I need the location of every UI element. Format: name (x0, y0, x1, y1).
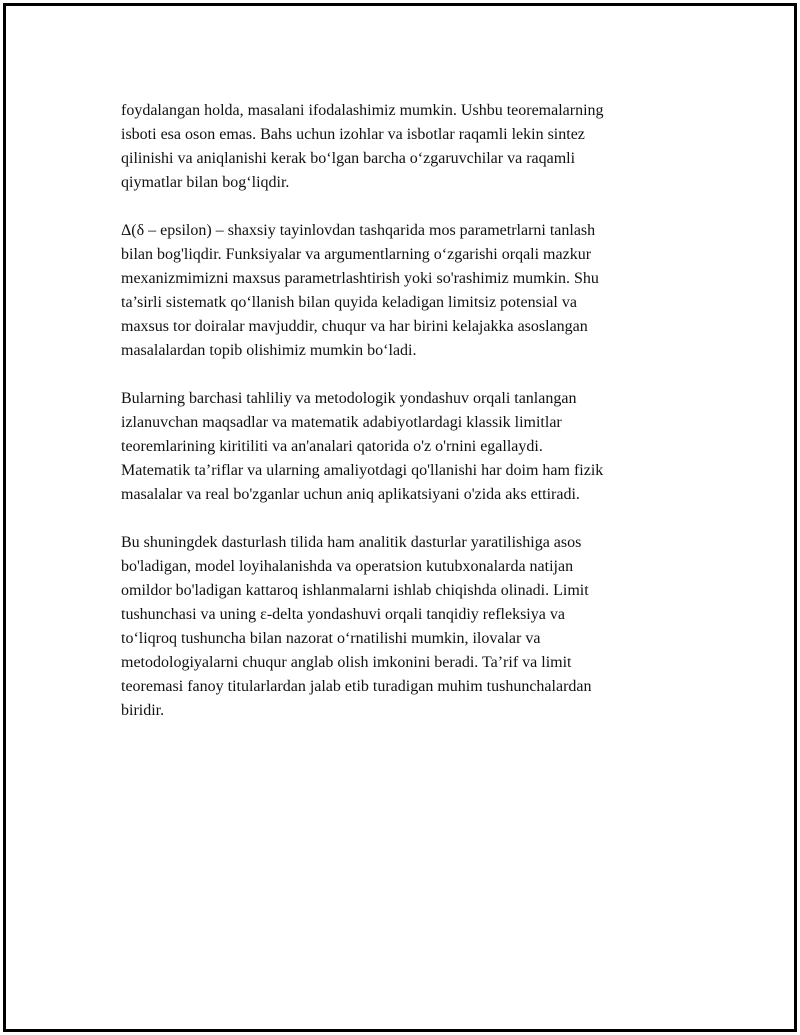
text-line: masalalardan topib olishimiz mumkin bo‘ladi. (121, 342, 417, 359)
text-line: mexanizmimizni maxsus parametrlashtirish yoki so'rashimiz mumkin. Shu (121, 270, 599, 287)
text-line: ta’sirli sistematk qo‘llanish bilan quyida keladigan limitsiz potensial va (121, 294, 577, 311)
text-line: qilinishi va aniqlanishi kerak bo‘lgan barcha o‘zgaruvchilar va raqamli (121, 150, 576, 167)
text-line: bilan bog'liqdir. Funksiyalar va argumentlarning o‘zgarishi orqali mazkur (121, 246, 592, 263)
paragraph-2 (121, 219, 691, 363)
text-line: teoremlarining kiritiliti va an'analari qatorida o'z o'rnini egallaydi. (121, 438, 543, 455)
text-line: bo'ladigan, model loyihalanishda va operatsion kutubxonalarda natijan (121, 558, 574, 575)
text-line: teoremasi fanoy titularlardan jalab etib turadigan muhim tushunchalardan (121, 678, 592, 695)
text-line: to‘liqroq tushuncha bilan nazorat o‘rnatilishi mumkin, ilovalar va (121, 630, 541, 647)
text-line: biridir. (121, 702, 165, 719)
text-line: metodologiyalarni chuqur anglab olish imkonini beradi. Ta’rif va limit (121, 654, 572, 671)
text-line: foydalangan holda, masalani ifodalashimiz mumkin. Ushbu teoremalarning (121, 102, 604, 119)
page-frame (3, 3, 797, 1032)
text-line: qiymatlar bilan bog‘liqdir. (121, 174, 290, 191)
paragraph-4 (121, 531, 691, 723)
text-line: izlanuvchan maqsadlar va matematik adabiyotlardagi klassik limitlar (121, 414, 562, 431)
paragraph-1 (121, 99, 691, 195)
document-body (121, 99, 691, 747)
text-line: tushunchasi va uning ε-delta yondashuvi orqali tanqidiy refleksiya va (121, 606, 565, 623)
text-line: maxsus tor doiralar mavjuddir, chuqur va har birini kelajakka asoslangan (121, 318, 588, 335)
paragraph-3 (121, 387, 691, 507)
text-line: Δ(δ – epsilon) – shaxsiy tayinlovdan tashqarida mos parametrlarni tanlash (121, 222, 596, 239)
text-line: Bularning barchasi tahliliy va metodologik yondashuv orqali tanlangan (121, 390, 577, 407)
text-line: isboti esa oson emas. Bahs uchun izohlar va isbotlar raqamli lekin sintez (121, 126, 585, 143)
text-line: masalalar va real bo'zganlar uchun aniq aplikatsiyani o'zida aks ettiradi. (121, 486, 580, 503)
text-line: Matematik ta’riflar va ularning amaliyotdagi qo'llanishi har doim ham fizik (121, 462, 604, 479)
text-line: omildor bo'ladigan kattaroq ishlanmalarni ishlab chiqishda olinadi. Limit (121, 582, 589, 599)
text-line: Bu shuningdek dasturlash tilida ham analitik dasturlar yaratilishiga asos (121, 534, 582, 551)
